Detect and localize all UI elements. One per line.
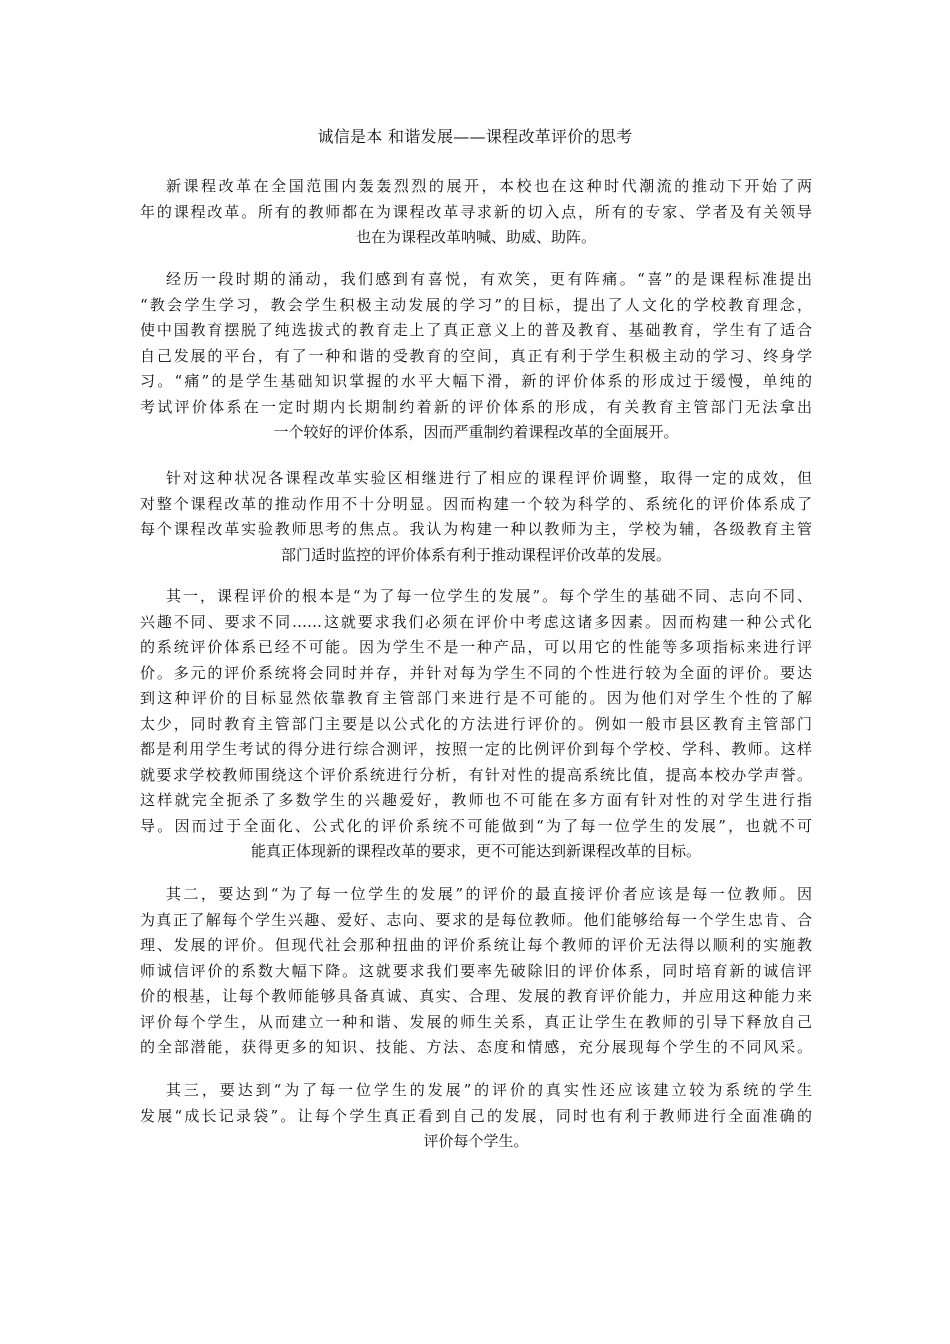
text-line: 新课程改革在全国范围内轰轰烈烈的展开，本校也在这种时代潮流的推动下开始了两 — [166, 177, 812, 195]
text-line: 理、发展的评价。但现代社会那种扭曲的评价系统让每个教师的评价无法得以顺利的实施教 — [140, 936, 812, 954]
text-line: 考试评价体系在一定时期内长期制约着新的评价体系的形成，有关教育主管部门无法拿出 — [140, 397, 812, 416]
paragraph-6 — [140, 1078, 812, 1155]
text-line: 经历一段时期的涌动，我们感到有喜悦，有欢笑，更有阵痛。“喜”的是课程标准提出 — [166, 270, 812, 288]
text-line: “教会学生学习，教会学生积极主动发展的学习”的目标，提出了人文化的学校教育理念， — [140, 295, 812, 314]
text-line: 习。“痛”的是学生基础知识掌握的水平大幅下滑，新的评价体系的形成过于缓慢，单纯的 — [140, 372, 812, 390]
paragraph-2 — [140, 267, 812, 446]
text-line: 价的根基，让每个教师能够具备真诚、真实、合理、发展的教育评价能力，并应用这种能力来 — [140, 987, 812, 1005]
document-title: 诚信是本 和谐发展——课程改革评价的思考 — [317, 127, 633, 146]
text-line: 兴趣不同、要求不同……这就要求我们必须在评价中考虑这诸多因素。因而构建一种公式化 — [140, 612, 812, 631]
text-line: 评价每个学生，从而建立一种和谐、发展的师生关系，真正让学生在教师的引导下释放自己 — [140, 1012, 812, 1031]
text-line: 到这种评价的目标显然依靠教育主管部门来进行是不可能的。因为他们对学生个性的了解 — [140, 689, 812, 707]
text-line: 发展“成长记录袋”。让每个学生真正看到自己的发展，同时也有利于教师进行全面准确的 — [140, 1106, 812, 1125]
text-line: 能真正体现新的课程改革的要求，更不可能达到新课程改革的目标。 — [250, 842, 701, 860]
text-line: 其三，要达到“为了每一位学生的发展”的评价的真实性还应该建立较为系统的学生 — [166, 1081, 812, 1099]
text-line: 价。多元的评价系统将会同时并存，并针对每为学生不同的个性进行较为全面的评价。要达 — [140, 663, 812, 682]
text-line: 部门适时监控的评价体系有利于推动课程评价改革的发展。 — [280, 545, 671, 564]
text-line: 都是利用学生考试的得分进行综合测评，按照一定的比例评价到每个学校、学科、教师。这样 — [140, 740, 812, 758]
paragraph-1 — [140, 174, 812, 251]
text-line: 导。因而过于全面化、公式化的评价系统不可能做到“为了每一位学生的发展”，也就不可 — [140, 816, 812, 835]
text-line: 针对这种状况各课程改革实验区相继进行了相应的课程评价调整，取得一定的成效，但 — [166, 469, 812, 487]
text-line: 的全部潜能，获得更多的知识、技能、方法、态度和情感，充分展现每个学生的不同风采。 — [140, 1038, 812, 1056]
text-line: 其一，课程评价的根本是“为了每一位学生的发展”。每个学生的基础不同、志向不同、 — [166, 587, 812, 605]
text-line: 每个课程改革实验教师思考的焦点。我认为构建一种以教师为主，学校为辅，各级教育主管 — [140, 520, 812, 538]
text-line: 师诚信评价的系数大幅下降。这就要求我们要率先破除旧的评价体系，同时培育新的诚信评 — [140, 961, 812, 980]
text-line: 评价每个学生。 — [423, 1132, 529, 1150]
text-line: 就要求学校教师围绕这个评价系统进行分析，有针对性的提高系统比值，提高本校办学声誉。 — [140, 765, 812, 784]
text-line: 这样就完全扼杀了多数学生的兴趣爱好，教师也不可能在多方面有针对性的对学生进行指 — [140, 791, 812, 809]
text-line: 的系统评价体系已经不可能。因为学生不是一种产品，可以用它的性能等多项指标来进行评 — [140, 638, 812, 656]
text-line: 太少，同时教育主管部门主要是以公式化的方法进行评价的。例如一般市县区教育主管部门 — [140, 714, 812, 733]
text-line: 其二，要达到“为了每一位学生的发展”的评价的最直接评价者应该是每一位教师。因 — [166, 885, 812, 903]
text-line: 为真正了解每个学生兴趣、爱好、志向、要求的是每位教师。他们能够给每一个学生忠肯、合 — [140, 910, 812, 929]
text-line: 对整个课程改革的推动作用不十分明显。因而构建一个较为科学的、系统化的评价体系成了 — [140, 494, 812, 513]
text-line: 也在为课程改革呐喊、助威、助阵。 — [355, 228, 596, 246]
paragraph-4 — [140, 584, 812, 865]
paragraph-3 — [140, 466, 812, 568]
text-line: 一个较好的评价体系，因而严重制约着课程改革的全面展开。 — [273, 423, 679, 441]
paragraph-5 — [140, 882, 812, 1061]
text-line: 自己发展的平台，有了一种和谐的受教育的空间，真正有利于学生积极主动的学习、终身学 — [140, 346, 812, 365]
text-line: 使中国教育摆脱了纯选拔式的教育走上了真正意义上的普及教育、基础教育，学生有了适合 — [140, 321, 812, 339]
text-line: 年的课程改革。所有的教师都在为课程改革寻求新的切入点，所有的专家、学者及有关领导 — [140, 202, 812, 221]
